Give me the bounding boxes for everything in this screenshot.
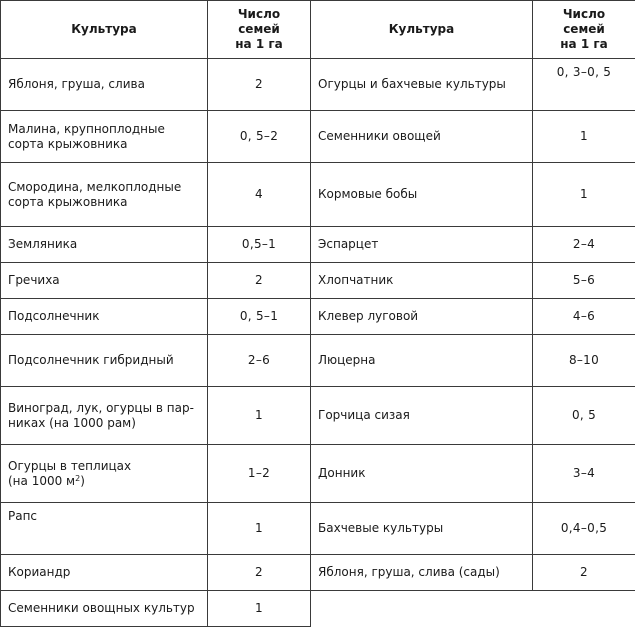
left-value-cell: 2 [208, 263, 311, 299]
table-row [1, 111, 635, 163]
right-value-cell: 2–4 [533, 227, 635, 263]
right-culture-cell: Люцерна [311, 335, 533, 387]
right-value-cell: 4–6 [533, 299, 635, 335]
greenhouse-line1: Огурцы в теплицах [8, 458, 132, 473]
table-row [1, 445, 635, 503]
greenhouse-sup: 2 [75, 473, 81, 483]
left-culture-cell: Рапс [1, 503, 208, 555]
left-culture-cell: Подсолнечник гибридный [1, 335, 208, 387]
greenhouse-line2: (на 1000 м [8, 473, 76, 488]
left-value-cell: 1 [208, 387, 311, 445]
left-culture-cell: Смородина, мелкоплодные сорта крыжовника [1, 163, 208, 227]
left-value-cell: 4 [208, 163, 311, 227]
left-culture-cell: Гречиха [1, 263, 208, 299]
right-culture-cell: Бахчевые культуры [311, 503, 533, 555]
left-culture-cell: Малина, крупноплодные сорта крыжовника [1, 111, 208, 163]
empty-cell [311, 591, 533, 627]
left-culture-cell: Подсолнечник [1, 299, 208, 335]
table-row [1, 591, 635, 627]
greenhouse-end: ) [80, 473, 85, 488]
left-culture-cell: Виноград, лук, огурцы в пар- никах (на 1000 рам) [1, 387, 208, 445]
right-value-cell: 5–6 [533, 263, 635, 299]
empty-cell [533, 591, 635, 627]
right-value-cell: 0,4–0,5 [533, 503, 635, 555]
left-value-cell: 2 [208, 555, 311, 591]
right-culture-cell: Горчица сизая [311, 387, 533, 445]
header-families-left-line2: на 1 га [235, 37, 283, 51]
table-row [1, 227, 635, 263]
left-value-cell: 2 [208, 59, 311, 111]
right-culture-cell: Яблоня, груша, слива (сады) [311, 555, 533, 591]
left-value-cell: 1 [208, 503, 311, 555]
table-row [1, 503, 635, 555]
header-families-right-line2: на 1 га [560, 37, 608, 51]
left-value-cell: 0, 5–2 [208, 111, 311, 163]
left-culture-cell: Кориандр [1, 555, 208, 591]
header-row [1, 1, 635, 59]
right-value-cell: 1 [533, 163, 635, 227]
left-culture-cell: Земляника [1, 227, 208, 263]
left-culture-cell: Семенники овощных культур [1, 591, 208, 627]
header-families-left-line1: Число семей [237, 7, 281, 36]
right-value-cell: 0, 3–0, 5 [533, 59, 635, 111]
right-value-cell: 8–10 [533, 335, 635, 387]
right-culture-cell: Семенники овощей [311, 111, 533, 163]
right-culture-cell: Эспарцет [311, 227, 533, 263]
header-culture-right: Культура [311, 1, 533, 59]
right-value-cell: 2 [533, 555, 635, 591]
header-culture-left: Культура [1, 1, 208, 59]
table-row [1, 263, 635, 299]
right-culture-cell: Хлопчатник [311, 263, 533, 299]
header-families-left [208, 1, 311, 59]
table-row [1, 555, 635, 591]
left-value-cell: 0, 5–1 [208, 299, 311, 335]
right-culture-cell: Кормовые бобы [311, 163, 533, 227]
right-value-cell: 3–4 [533, 445, 635, 503]
header-families-right-line1: Число семей [562, 7, 606, 36]
table-row [1, 59, 635, 111]
left-culture-cell [1, 445, 208, 503]
right-culture-cell: Донник [311, 445, 533, 503]
right-culture-cell: Клевер луговой [311, 299, 533, 335]
table-row [1, 335, 635, 387]
left-value-cell: 0,5–1 [208, 227, 311, 263]
left-value-cell: 1–2 [208, 445, 311, 503]
right-culture-cell: Огурцы и бахчевые культуры [311, 59, 533, 111]
right-value-cell: 1 [533, 111, 635, 163]
table-row [1, 163, 635, 227]
table-row [1, 299, 635, 335]
right-value-cell: 0, 5 [533, 387, 635, 445]
left-value-cell: 1 [208, 591, 311, 627]
left-culture-cell: Яблоня, груша, слива [1, 59, 208, 111]
left-value-cell: 2–6 [208, 335, 311, 387]
table-row [1, 387, 635, 445]
header-families-right [533, 1, 635, 59]
